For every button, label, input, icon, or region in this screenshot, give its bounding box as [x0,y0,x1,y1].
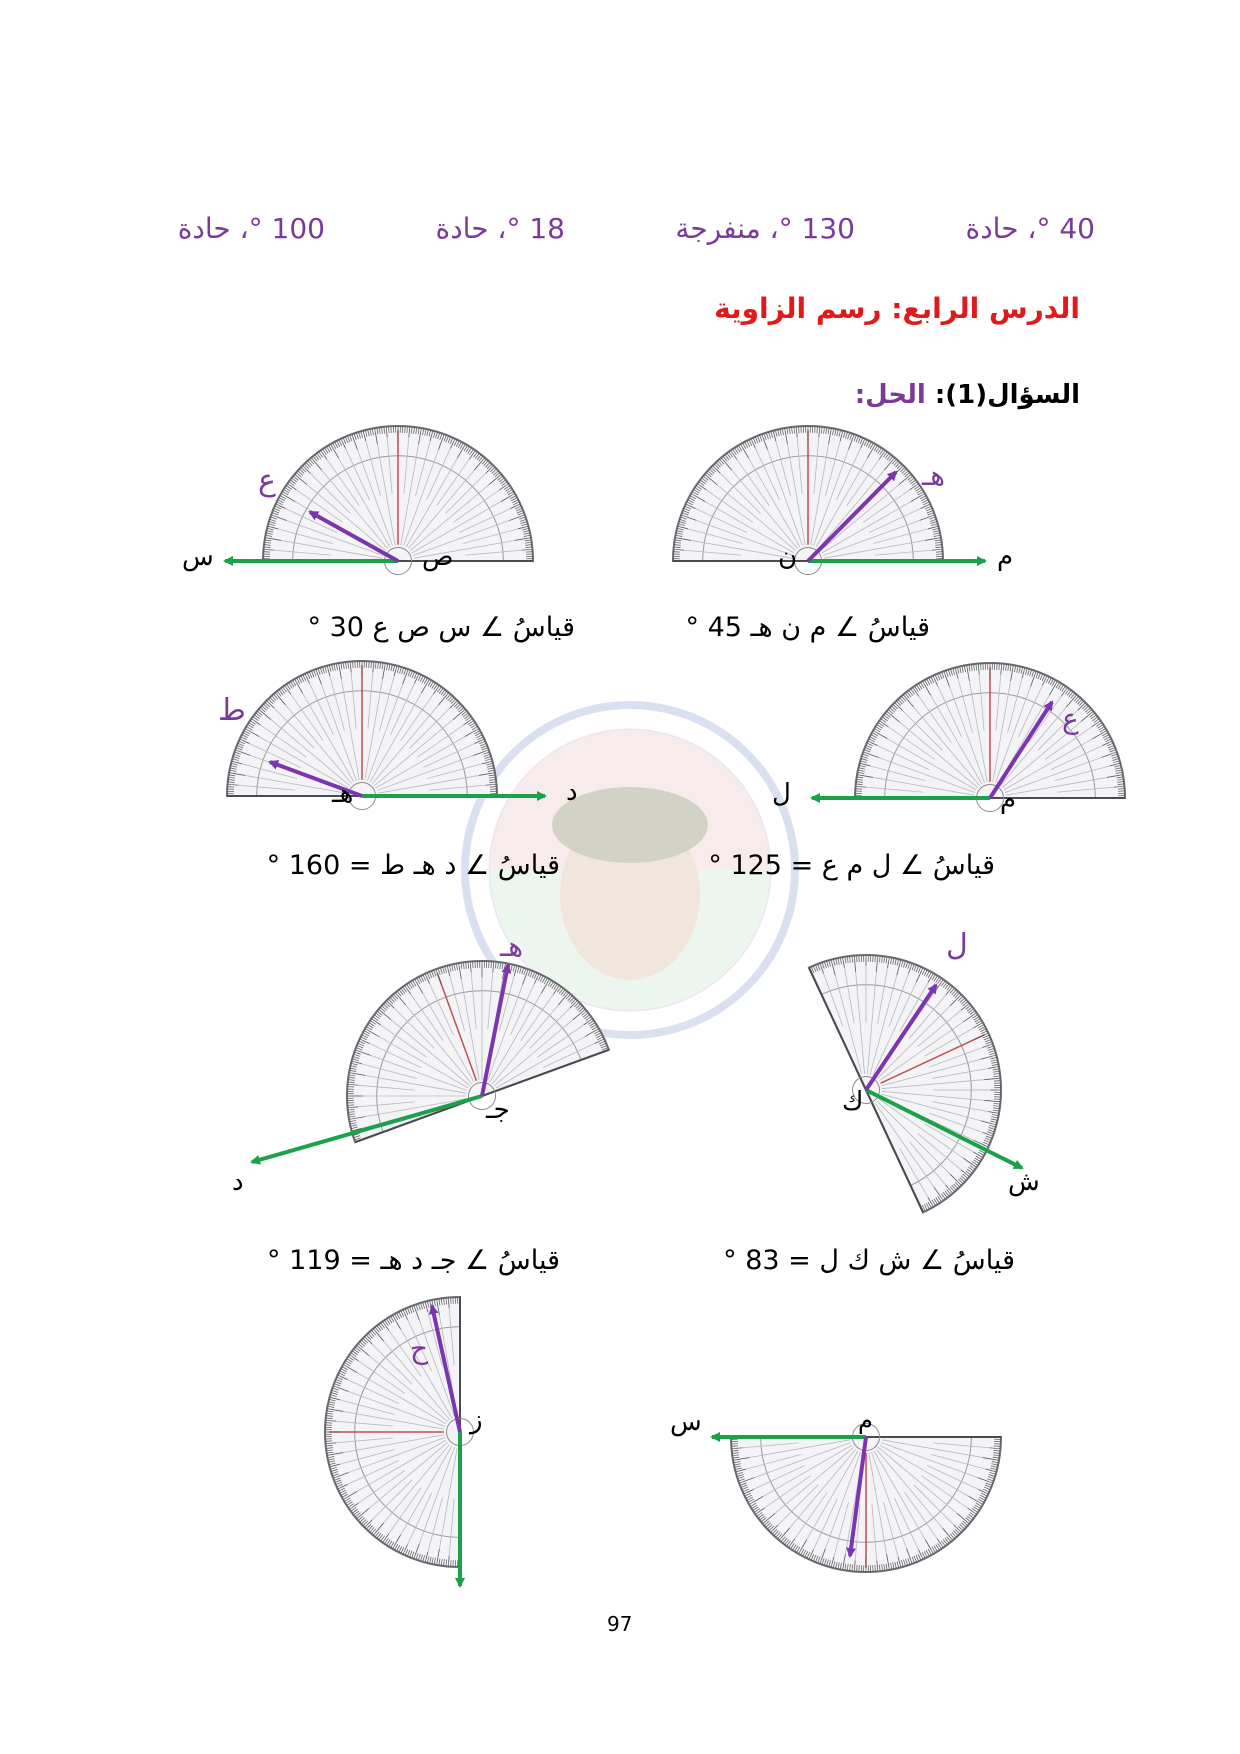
lesson-title: الدرس الرابع: رسم الزاوية [714,292,1080,325]
ray-end-label: ش [1008,1167,1040,1197]
ray-end-label: س [182,542,214,572]
ray-end-label: س [670,1407,702,1437]
ray-end-label: ل [772,779,791,809]
vertex-label: ز [470,1405,483,1435]
arm-end-label: ط [218,693,246,728]
caption-angle-dht: قياسُ ∠ د هـ ط = 160 ° [266,850,560,881]
protractor [325,1297,474,1567]
arm-end-label: ل [946,928,968,963]
caption-angle-mnh: قياسُ ∠ م ن هـ 45 ° [685,612,930,643]
vertex-label: هـ [332,779,354,809]
caption-angle-jdh: قياسُ ∠ جـ د هـ = 119 ° [267,1245,560,1276]
question-label: السؤال(1): [934,380,1080,410]
page-number: 97 [607,1612,633,1636]
ray-end-label: د [566,777,578,807]
solution-label: الحل: [854,380,926,410]
caption-angle-lmo: قياسُ ∠ ل م ع = 125 ° [708,850,995,881]
protractor [673,426,943,575]
vertex-label: ص [422,542,454,572]
arm-end-label: هـ [922,459,945,492]
arm-end-label: هـ [500,930,523,963]
caption-angle-sso: قياسُ ∠ س ص ع 30 ° [307,612,575,643]
arm-end-label: ح [410,1332,429,1365]
vertex-label: م [858,1406,873,1434]
arm-end-label: ع [1062,702,1079,735]
arm-end-label: ع [258,463,276,498]
vertex-label: جـ [486,1095,510,1125]
answer-1: 40 °، حادة [965,212,1095,245]
answer-4: 100 °، حادة [177,212,325,245]
protractor [855,663,1125,812]
ray-end-label: م [997,542,1014,572]
protractor [263,426,533,575]
caption-angle-shkl: قياسُ ∠ ش ك ل = 83 ° [723,1245,1015,1276]
ray-end-label: د [232,1167,244,1197]
vertex-label: ك [842,1087,864,1117]
vertex-label: ن [778,542,798,572]
protractor [227,661,497,810]
answer-2: 130 °، منفرجة [675,212,855,245]
answer-3: 18 °، حادة [435,212,565,245]
vertex-label: م [1000,785,1017,815]
